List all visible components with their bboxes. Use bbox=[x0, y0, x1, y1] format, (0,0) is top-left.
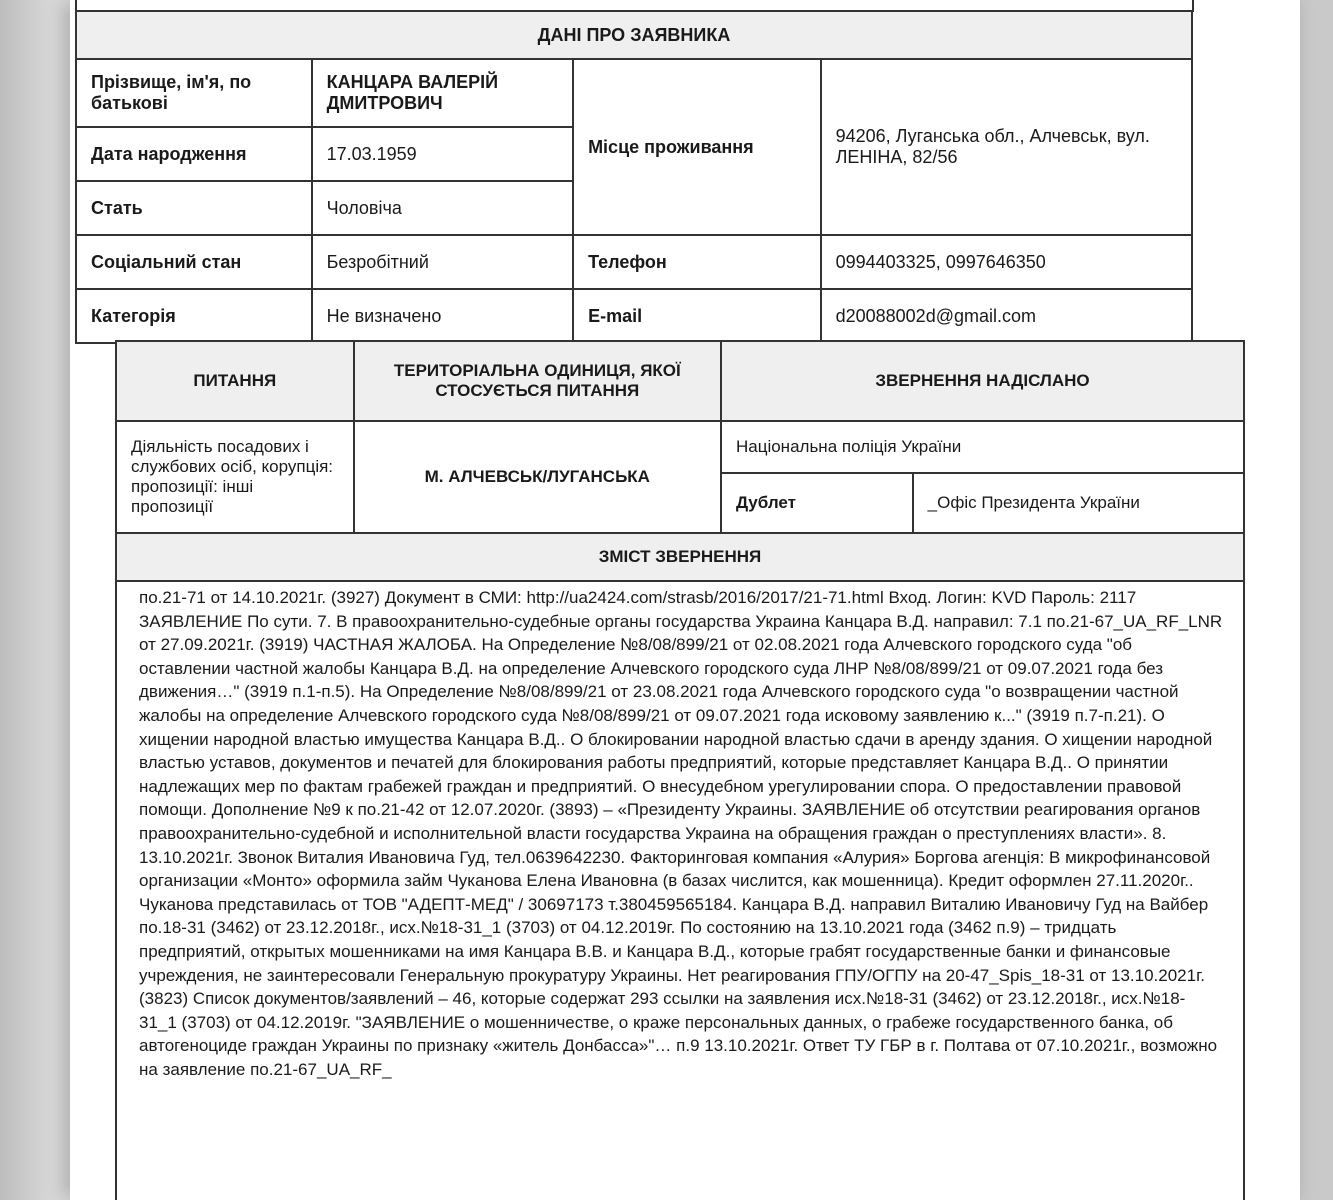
sex-value: Чоловіча bbox=[312, 181, 573, 235]
name-label: Прізвище, ім'я, по батькові bbox=[76, 59, 312, 127]
issue-table bbox=[115, 340, 1245, 534]
birth-value: 17.03.1959 bbox=[312, 127, 573, 181]
duplicate-value: _Офіс Президента України bbox=[913, 473, 1244, 533]
social-value: Безробітний bbox=[312, 235, 573, 289]
email-value: d20088002d@gmail.com bbox=[821, 289, 1192, 343]
sent-value: Національна поліція України bbox=[721, 421, 1244, 473]
phone-value: 0994403325, 0997646350 bbox=[821, 235, 1192, 289]
applicant-table bbox=[75, 10, 1193, 344]
content-section-title: ЗМІСТ ЗВЕРНЕННЯ bbox=[115, 532, 1245, 582]
residence-value: 94206, Луганська обл., Алчевськ, вул. ЛЕНІНА, 82/56 bbox=[821, 59, 1192, 235]
territory-value: М. АЛЧЕВСЬК/ЛУГАНСЬКА bbox=[354, 421, 721, 533]
desk-background bbox=[0, 0, 70, 1200]
sex-label: Стать bbox=[76, 181, 312, 235]
territory-header: ТЕРИТОРІАЛЬНА ОДИНИЦЯ, ЯКОЇ СТОСУЄТЬСЯ ПИТАННЯ bbox=[354, 341, 721, 421]
residence-label: Місце проживання bbox=[573, 59, 821, 235]
birth-label: Дата народження bbox=[76, 127, 312, 181]
sent-header: ЗВЕРНЕННЯ НАДІСЛАНО bbox=[721, 341, 1244, 421]
category-value: Не визначено bbox=[312, 289, 573, 343]
duplicate-label: Дублет bbox=[721, 473, 913, 533]
document-page bbox=[70, 0, 1300, 1200]
phone-label: Телефон bbox=[573, 235, 821, 289]
email-label: E-mail bbox=[573, 289, 821, 343]
applicant-section-title: ДАНІ ПРО ЗАЯВНИКА bbox=[76, 11, 1192, 59]
question-value: Діяльність посадових і службових осіб, корупція: пропозиції: інші пропозиції bbox=[116, 421, 354, 533]
name-value: КАНЦАРА ВАЛЕРІЙ ДМИТРОВИЧ bbox=[312, 59, 573, 127]
appeal-content-text: по.21-71 от 14.10.2021г. (3927) Документ в СМИ: http://ua2424.com/strasb/2016/2017/21-71.html Вход. Логин: KVD Пароль: 2117 ЗАЯВЛЕНИЕ По сути. 7. В правоохранительно-судебные органы государства Украина Канцара В.Д. направил: 7.1 по.21-67_UA_RF_LNR от 27.09.2021г. (3919) ЧАСТНАЯ ЖАЛОБА. На Определение №8/08/899/21 от 02.08.2021 года Алчевского городского суда "об оставлении частной жалобы Канцара В.Д. на определение Алчевского городского суда ЛНР №8/08/899/21 от 09.07.2021 года без движения…" (3919 п.1-п.5). На Определение №8/08/899/21 от 23.08.2021 года Алчевского городского суда "о возвращении частной жалобы на определение Алчевского городского суда №8/08/899/21 от 09.07.2021 года исковому заявлению к..." (3919 п.7-п.21). О хищении народной властью имущества Канцара В.Д.. О блокировании народной властью сдачи в аренду здания. О хищении народной властью уставов, документов и печатей для блокирования работы предприятий, которые представляет Канцара В.Д.. О принятии надлежащих мер по фактам грабежей граждан и предприятий. О внесудебном урегулировании спора. О предоставлении правовой помощи. Дополнение №9 к по.21-42 от 12.07.2020г. (3893) – «Президенту Украины. ЗАЯВЛЕНИЕ об отсутствии реагирования органов правоохранительно-судебной и исполнительной власти государства Украина на обращения граждан о преступлениях власти». 8. 13.10.2021г. Звонок Виталия Ивановича Гуд, тел.0639642230. Факторинговая компания «Алурия» Боргова агенція: В микрофинансовой организации «Монто» оформила займ Чуканова Елена Ивановна (в базах числится, как мошенница). Кредит оформлен 27.11.2020г.. Чуканова представилась от ТОВ "АДЕПТ-МЕД" / 30697173 т.380459565184. Канцара В.Д. направил Виталию Ивановичу Гуд на Вайбер по.18-31 (3462) от 23.12.2018г., исх.№18-31_1 (3703) от 04.12.2019г. По состоянию на 13.10.2021 года (3462 п.9) – тридцать предприятий, открытых мошенниками на имя Канцара В.В. и Канцара В.Д., которые грабят государственные банки и финансовые учреждения, не заинтересовали Генеральную прокуратуру Украины. Нет реагирования ГПУ/ОГПУ на 20-47_Spis_18-31 от 13.10.2021г. (3823) Список документов/заявлений – 46, которые содержат 293 ссылки на заявления исх.№18-31 (3462) от 23.12.2018г., исх.№18-31_1 (3703) от 04.12.2019г. "ЗАЯВЛЕНИЕ о мошенничестве, о краже персональных данных, о грабеже государственного банка, об автогеноциде граждан Украины по признаку «житель Донбасса»"… п.9 13.10.2021г. Ответ ТУ ГБР в г. Полтава от 07.10.2021г., возможно на заявление по.21-67_UA_RF_ bbox=[115, 580, 1245, 1200]
social-label: Соціальний стан bbox=[76, 235, 312, 289]
question-header: ПИТАННЯ bbox=[116, 341, 354, 421]
category-label: Категорія bbox=[76, 289, 312, 343]
